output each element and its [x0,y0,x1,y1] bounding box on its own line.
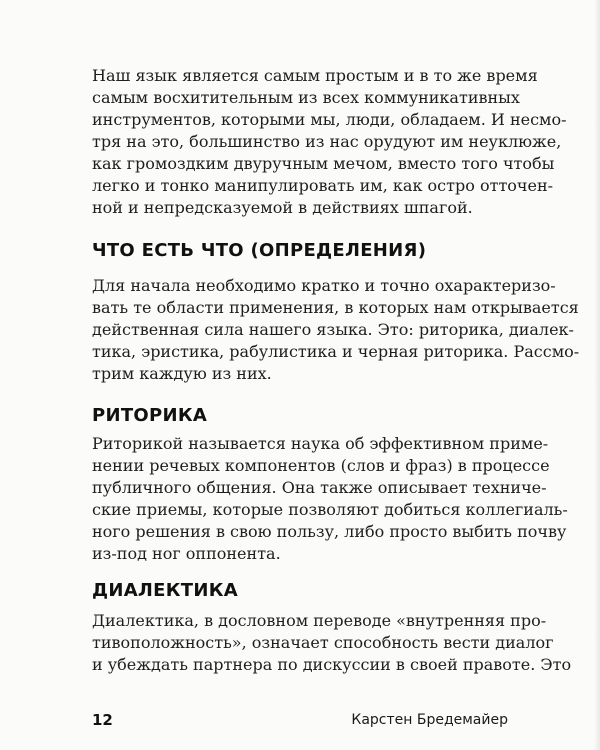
text-line: легко и тонко манипулировать им, как остро отточен- [92,176,554,195]
text-line: ной и непредсказуемой в действиях шпагой. [92,198,473,217]
text-line: нении речевых компонентов (слов и фраз) в процессе [92,456,550,475]
text-line: тивоположность», означает способность вести диалог [92,633,554,652]
text-line: из-под ног оппонента. [92,544,281,563]
text-line: самым восхитительным из всех коммуникативных [92,88,520,107]
text-line: вать те области применения, в которых нам открывается [92,298,579,317]
text-line: Для начала необходимо кратко и точно охарактеризо- [92,276,556,295]
text-line: действенная сила нашего языка. Это: риторика, диалек- [92,320,574,339]
section-heading-rhetoric: РИТОРИКА [92,405,208,426]
text-line: Наш язык является самым простым и в то же время [92,66,538,85]
text-line: Диалектика, в дословном переводе «внутренняя про- [92,611,547,630]
text-line: инструментов, которыми мы, люди, обладаем. И несмо- [92,110,567,129]
text-line: тика, эристика, рабулистика и черная риторика. Рассмо- [92,342,580,361]
running-footer-author: Карстен Бредемайер [351,712,508,728]
text-line: и убеждать партнера по дискуссии в своей правоте. Это [92,655,572,674]
text-line: публичного общения. Она также описывает техниче- [92,478,547,497]
page-edge-shadow [594,0,600,750]
section-heading-definitions: ЧТО ЕСТЬ ЧТО (ОПРЕДЕЛЕНИЯ) [92,240,427,261]
text-line: как громоздким двуручным мечом, вместо того чтобы [92,154,555,173]
section-heading-dialectic: ДИАЛЕКТИКА [92,580,238,601]
text-line: тря на это, большинство из нас орудуют им неуклюже, [92,132,562,151]
text-line: трим каждую из них. [92,364,272,383]
text-line: ские приемы, которые позволяют добиться коллегиаль- [92,500,568,519]
text-line: Риторикой называется наука об эффективном приме- [92,434,549,453]
page-number: 12 [92,711,113,729]
text-line: ного решения в свою пользу, либо просто выбить почву [92,522,567,541]
